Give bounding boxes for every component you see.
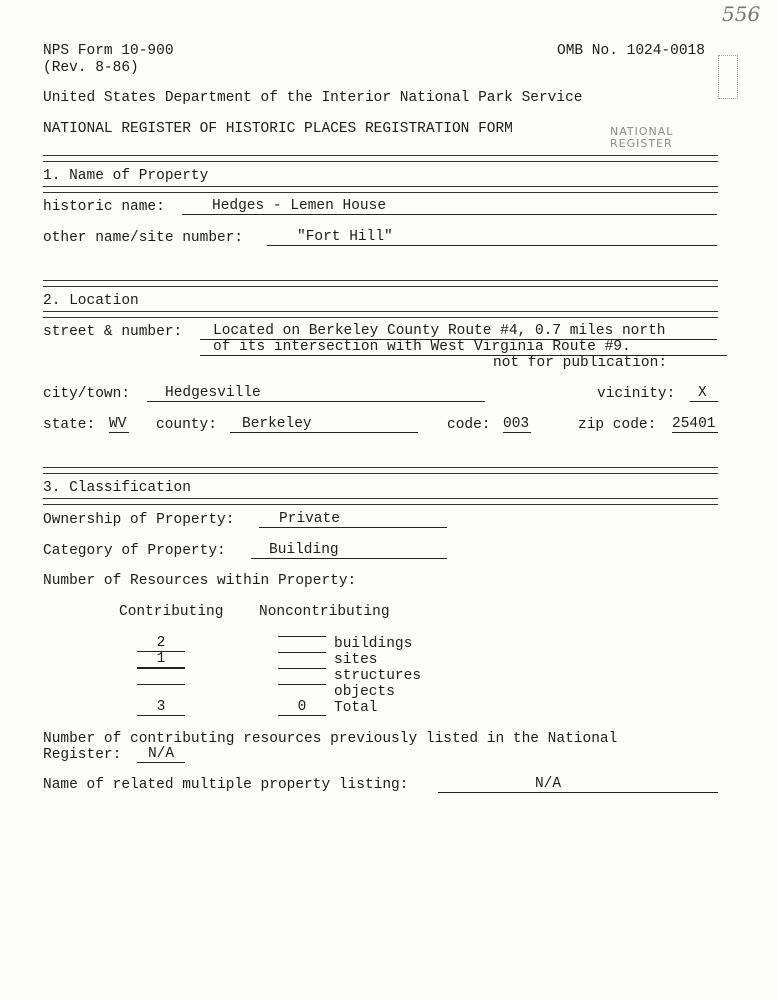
previously-listed-field[interactable]: N/A	[137, 747, 185, 763]
resource-type-label: Total	[334, 700, 378, 716]
city-label: city/town:	[43, 386, 131, 402]
noncontributing-count[interactable]	[278, 668, 326, 669]
historic-name-field[interactable]: Hedges - Lemen House	[182, 199, 717, 215]
county-label: county:	[156, 417, 217, 433]
contributing-count[interactable]: 1	[137, 652, 185, 668]
contributing-count[interactable]: 2	[137, 636, 185, 652]
city-field[interactable]: Hedgesville	[147, 386, 485, 402]
section-divider	[43, 498, 718, 505]
section-divider	[43, 186, 718, 193]
previously-listed-label: Number of contributing resources previously listed in the National	[43, 731, 618, 747]
zip-field[interactable]: 25401	[672, 417, 718, 433]
street-label: street & number:	[43, 324, 183, 340]
section-divider	[43, 467, 718, 474]
vicinity-label: vicinity:	[597, 386, 676, 402]
section-divider	[43, 311, 718, 318]
stamp-mark-icon	[718, 55, 738, 99]
state-label: state:	[43, 417, 96, 433]
noncontributing-count[interactable]	[278, 652, 326, 653]
form-number: NPS Form 10-900	[43, 43, 174, 59]
resources-label: Number of Resources within Property:	[43, 573, 357, 589]
handwritten-page-number: 556	[722, 2, 761, 26]
ownership-label: Ownership of Property:	[43, 512, 235, 528]
resource-type-label: buildings	[334, 636, 413, 652]
vicinity-field[interactable]: X	[690, 386, 718, 402]
category-label: Category of Property:	[43, 543, 226, 559]
category-field[interactable]: Building	[251, 543, 447, 559]
received-stamp: NATIONAL REGISTER	[610, 125, 674, 150]
contributing-header: Contributing	[119, 604, 224, 620]
section1-title: 1. Name of Property	[43, 168, 209, 184]
contributing-count[interactable]	[137, 684, 185, 685]
state-field[interactable]: WV	[109, 417, 129, 433]
resource-type-label: sites	[334, 652, 378, 668]
noncontributing-count[interactable]	[278, 636, 326, 637]
department-line: United States Department of the Interior National Park Service	[43, 90, 583, 106]
section-divider	[43, 280, 718, 287]
form-title: NATIONAL REGISTER OF HISTORIC PLACES REGISTRATION FORM	[43, 121, 513, 137]
resource-type-label: objects	[334, 684, 395, 700]
multiple-listing-field[interactable]: N/A	[438, 777, 718, 793]
form-revision: (Rev. 8-86)	[43, 60, 139, 76]
other-name-field[interactable]: "Fort Hill"	[267, 230, 717, 246]
noncontributing-count[interactable]	[278, 684, 326, 685]
not-for-publication-label: not for publication:	[493, 355, 668, 371]
noncontributing-header: Noncontributing	[259, 604, 390, 620]
other-name-label: other name/site number:	[43, 230, 244, 246]
street-field-line2[interactable]: of its intersection with West Virginia Route #9.	[200, 340, 717, 356]
code-field[interactable]: 003	[503, 416, 530, 432]
noncontributing-total[interactable]: 0	[278, 700, 326, 716]
contributing-count[interactable]	[137, 668, 185, 669]
multiple-listing-label: Name of related multiple property listing:	[43, 777, 409, 793]
omb-number: OMB No. 1024-0018	[557, 43, 705, 59]
resource-type-label: structures	[334, 668, 422, 684]
not-for-publication-field[interactable]	[690, 355, 727, 356]
historic-name-label: historic name:	[43, 199, 165, 215]
section3-title: 3. Classification	[43, 480, 191, 496]
section2-title: 2. Location	[43, 293, 139, 309]
section-divider	[43, 155, 718, 162]
ownership-field[interactable]: Private	[259, 512, 447, 528]
code-label: code:	[447, 417, 491, 433]
contributing-total[interactable]: 3	[137, 700, 185, 716]
zip-label: zip code:	[578, 417, 657, 433]
county-field[interactable]: Berkeley	[230, 417, 418, 433]
street-field-line1[interactable]: Located on Berkeley County Route #4, 0.7 miles north	[200, 324, 717, 340]
register-label: Register:	[43, 747, 122, 763]
